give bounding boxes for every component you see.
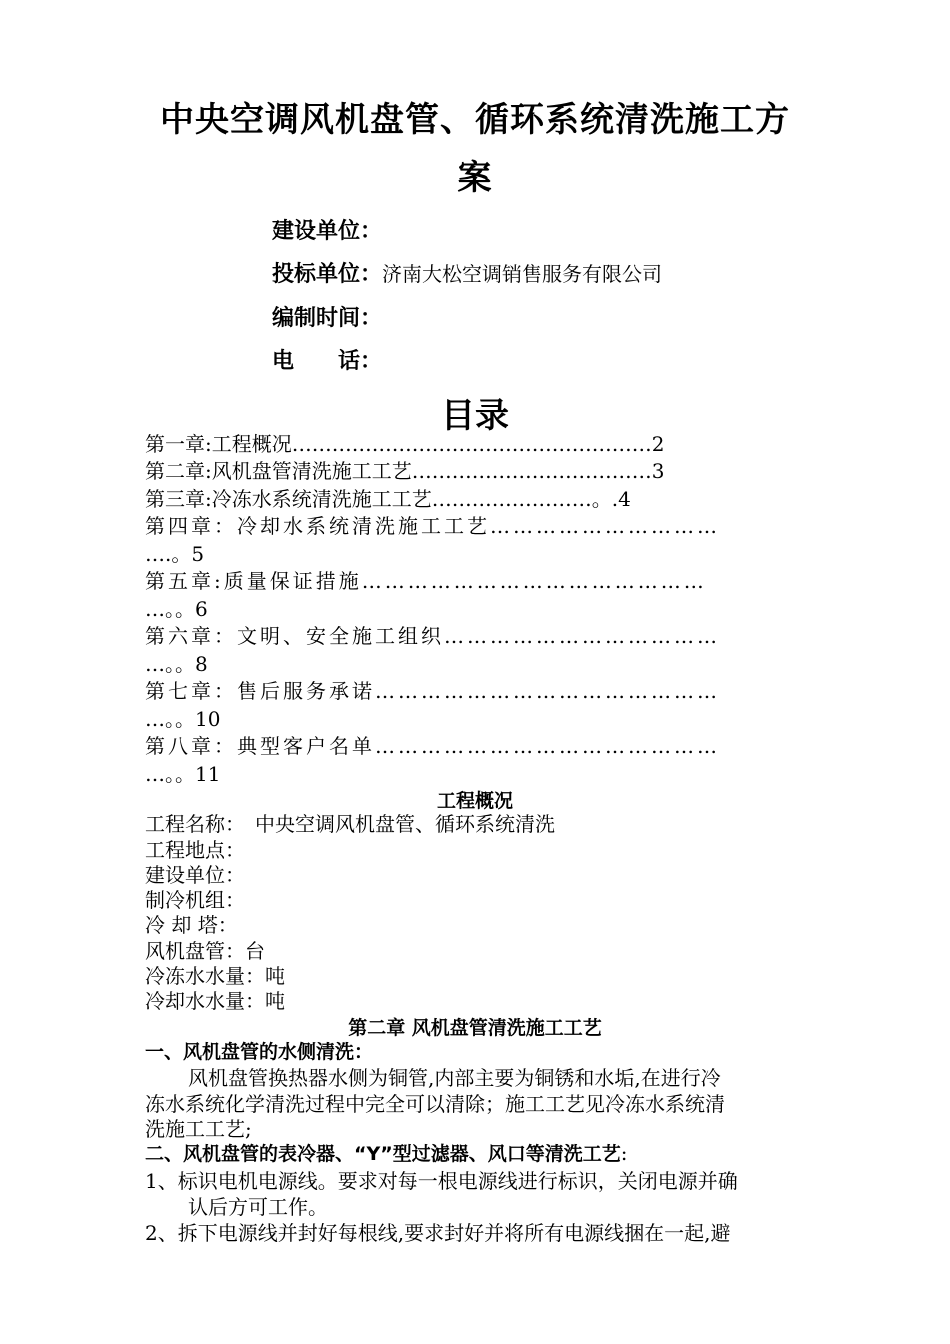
toc-entry[interactable]: 第一章:工程概况………………………………………………2 <box>145 432 665 456</box>
toc-entry-continuation[interactable]: …。。11 <box>145 762 221 786</box>
paragraph-line: 洗施工工艺; <box>145 1117 252 1141</box>
field-bidding-unit <box>272 257 662 288</box>
chapter-2-heading: 第二章 风机盘管清洗施工工艺 <box>348 1017 602 1039</box>
toc-entry[interactable]: 第二章:风机盘管清洗施工工艺………………………………3 <box>145 459 665 483</box>
toc-heading: 目录 <box>441 396 509 436</box>
overview-line: 冷冻水水量：吨 <box>145 964 285 988</box>
list-item-2: 2、拆下电源线并封好每根线,要求封好并将所有电源线捆在一起,避 <box>145 1221 731 1245</box>
field-label: 电 话： <box>272 349 383 374</box>
subheading-water-side: 一、风机盘管的水侧清洗： <box>145 1041 374 1063</box>
toc-entry[interactable]: 第八章：典型客户名单……………………………………… <box>145 734 720 758</box>
list-item-1: 1、标识电机电源线。要求对每一根电源线进行标识，关闭电源并确 <box>145 1169 738 1193</box>
overview-line: 工程地点： <box>145 838 245 862</box>
toc-entry[interactable]: 第五章:质量保证措施……………………………………… <box>145 569 707 593</box>
paragraph-line: 风机盘管换热器水侧为铜管,内部主要为铜锈和水垢,在进行冷 <box>188 1066 721 1090</box>
field-construction-unit <box>272 214 382 245</box>
overview-line: 冷 却 塔： <box>145 913 238 937</box>
field-label: 建设单位： <box>272 219 383 244</box>
toc-entry-continuation[interactable]: …。。6 <box>145 597 208 621</box>
toc-entry-continuation[interactable]: ….。5 <box>145 542 205 566</box>
document-title-line-2: 案 <box>457 158 493 198</box>
field-label: 投标单位： <box>272 262 383 287</box>
toc-entry[interactable]: 第三章:冷冻水系统清洗施工工艺……………………。.4 <box>145 487 631 511</box>
field-label: 编制时间： <box>272 306 383 331</box>
toc-entry[interactable]: 第六章：文明、安全施工组织……………………………… <box>145 624 720 648</box>
toc-entry[interactable]: 第四章：冷却水系统清洗施工工艺………………………… <box>145 514 720 538</box>
list-item-1-continuation: 认后方可工作。 <box>188 1195 328 1219</box>
field-compile-time <box>272 301 382 332</box>
overview-line: 建设单位： <box>145 863 245 887</box>
toc-entry-continuation[interactable]: …。。8 <box>145 652 208 676</box>
field-phone <box>272 344 382 375</box>
subheading-colon: : <box>620 1141 628 1165</box>
toc-entry-continuation[interactable]: …。。10 <box>145 707 221 731</box>
field-value: 济南大松空调销售服务有限公司 <box>382 262 663 286</box>
document-title-line-1: 中央空调风机盘管、循环系统清洗施工方 <box>160 100 790 140</box>
overview-line: 冷却水水量：吨 <box>145 989 285 1013</box>
overview-line: 制冷机组： <box>145 888 245 912</box>
toc-entry[interactable]: 第七章：售后服务承诺……………………………………… <box>145 679 720 703</box>
overview-line: 工程名称： 中央空调风机盘管、循环系统清洗 <box>145 812 555 836</box>
paragraph-line: 冻水系统化学清洗过程中完全可以清除；施工工艺见冷冻水系统清 <box>145 1092 725 1116</box>
overview-line: 风机盘管：台 <box>145 939 265 963</box>
subheading-text: 二、风机盘管的表冷器、“Y”型过滤器、风口等清洗工艺 <box>145 1143 621 1165</box>
section-heading-overview: 工程概况 <box>436 790 513 812</box>
subheading-cleaning-process <box>145 1139 627 1166</box>
